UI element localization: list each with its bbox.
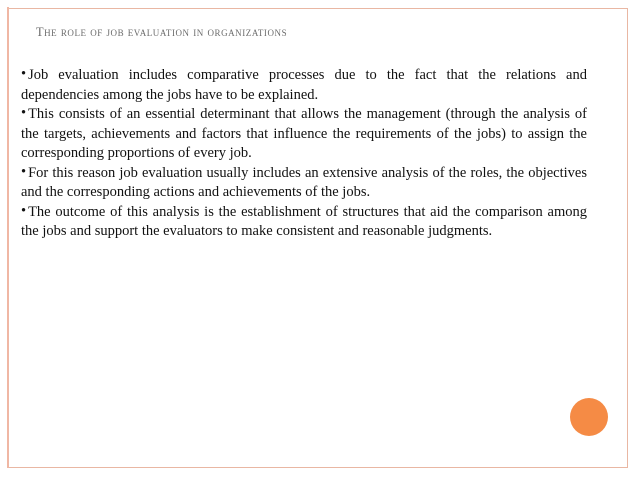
bullet-paragraph [21, 164, 587, 203]
slide-title: The role of job evaluation in organizations [36, 25, 288, 39]
slide-left-rule [7, 7, 9, 468]
accent-circle [570, 398, 608, 436]
bullet-marker: • [21, 66, 27, 82]
bullet-text: The outcome of this analysis is the establishment of structures that aid the comparison among the jobs and support the evaluators to make consistent and reasonable judgments. [21, 203, 587, 239]
bullet-paragraph [21, 105, 587, 164]
bullet-paragraph [21, 203, 587, 242]
slide-body [21, 66, 587, 242]
bullet-paragraph [21, 66, 587, 105]
bullet-text: This consists of an essential determinant that allows the management (through the analysis of the targets, achievements and factors that influence the requirements of the jobs) to assign the corresponding proportions of every job. [21, 106, 587, 161]
bullet-marker: • [21, 105, 27, 121]
bullet-text: Job evaluation includes comparative processes due to the fact that the relations and dependencies among the jobs have to be explained. [21, 67, 587, 103]
bullet-marker: • [21, 202, 27, 219]
bullet-text: For this reason job evaluation usually includes an extensive analysis of the roles, the objectives and the corresponding actions and achievements of the jobs. [21, 164, 587, 200]
bullet-marker: • [21, 163, 27, 180]
